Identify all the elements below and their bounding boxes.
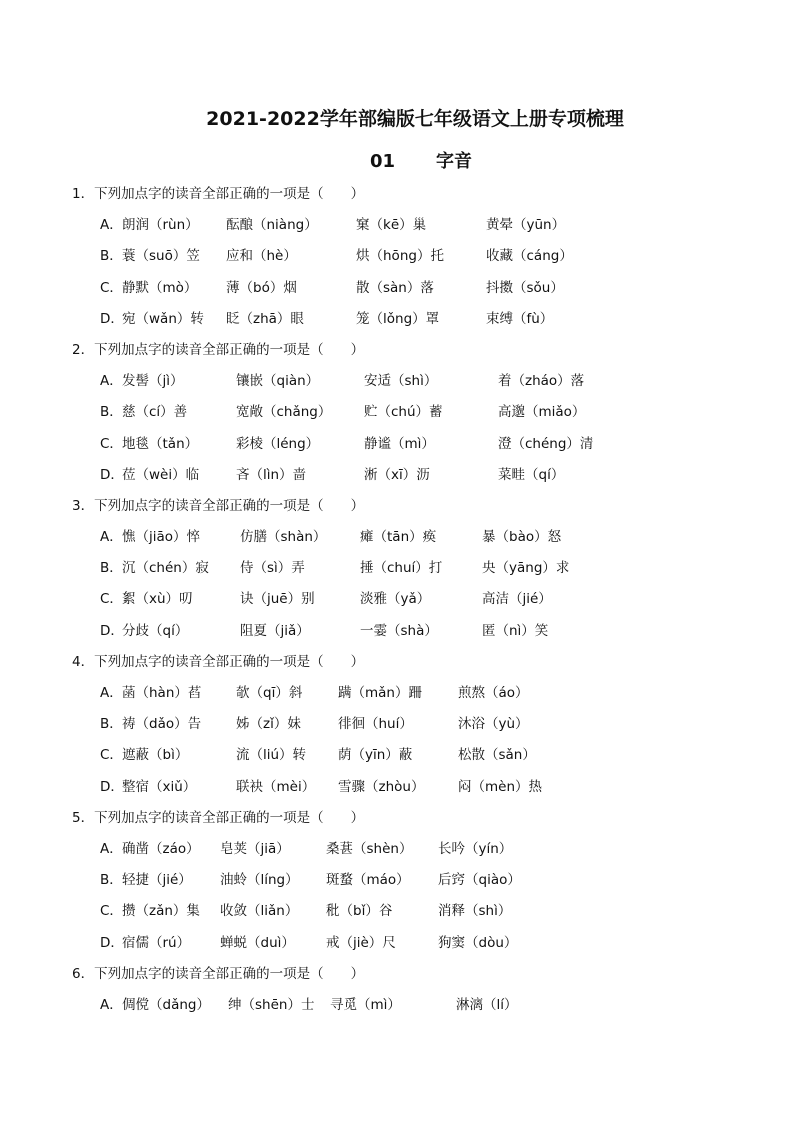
option-letter: D． — [100, 934, 124, 951]
option-item: 分歧（qí） — [122, 622, 189, 639]
question-stem-row — [0, 182, 794, 213]
option-item: 眨（zhā）眼 — [226, 310, 304, 327]
option-item: 宿儒（rú） — [122, 934, 191, 951]
option-item: 憔（jiāo）悴 — [122, 529, 201, 546]
option-item: 宛（wǎn）转 — [122, 310, 204, 327]
option-row — [0, 400, 794, 431]
section-number: 01 — [370, 151, 396, 172]
option-item: 朗润（rùn） — [122, 217, 199, 234]
question-stem-row — [0, 650, 794, 681]
question-4 — [0, 650, 794, 806]
question-5 — [0, 806, 794, 962]
option-item: 安适（shì） — [364, 373, 438, 390]
question-stem: 5．下列加点字的读音全部正确的一项是（ ） — [72, 809, 365, 826]
option-item: 攒（zǎn）集 — [122, 903, 200, 920]
question-stem-row — [0, 806, 794, 837]
option-item: 应和（hè） — [226, 248, 297, 265]
option-item: 高邈（miǎo） — [498, 404, 586, 421]
question-stem-row — [0, 962, 794, 993]
option-item: 散（sàn）落 — [356, 279, 434, 296]
option-item: 蝉蜕（duì） — [220, 934, 295, 951]
option-item: 莅（wèi）临 — [122, 466, 200, 483]
option-item: 遮蔽（bì） — [122, 747, 189, 764]
option-item: 整宿（xiǔ） — [122, 778, 197, 795]
option-letter: C． — [100, 747, 123, 764]
option-letter: B． — [100, 404, 123, 421]
option-item: 秕（bǐ）谷 — [326, 903, 393, 920]
option-item: 彩棱（léng） — [236, 435, 320, 452]
option-item: 后窍（qiào） — [438, 872, 521, 889]
option-letter: B． — [100, 872, 123, 889]
option-letter: B． — [100, 248, 123, 265]
question-stem-row — [0, 338, 794, 369]
option-item: 淡雅（yǎ） — [360, 591, 431, 608]
option-row — [0, 213, 794, 244]
option-item: 闷（mèn）热 — [458, 778, 543, 795]
option-letter: D． — [100, 310, 124, 327]
option-item: 瘫（tān）痪 — [360, 529, 437, 546]
option-item: 蹒（mǎn）跚 — [338, 685, 422, 701]
option-item: 侍（sì）弄 — [240, 560, 305, 577]
option-letter: A． — [100, 373, 123, 390]
option-row — [0, 432, 794, 463]
option-item: 菜畦（qí） — [498, 466, 565, 483]
option-letter: C． — [100, 435, 123, 452]
option-item: 宽敞（chǎng） — [236, 404, 332, 421]
question-stem: 4．下列加点字的读音全部正确的一项是（ ） — [72, 653, 365, 670]
option-letter: C． — [100, 279, 123, 296]
option-item: 菡（hàn）萏 — [122, 685, 202, 701]
option-row — [0, 307, 794, 338]
question-list — [0, 182, 794, 1024]
option-item: 流（liú）转 — [236, 747, 307, 764]
option-row — [0, 931, 794, 962]
page-title: 2021-2022学年部编版七年级语文上册专项梳理 — [206, 108, 624, 130]
option-item: 淅（xī）沥 — [364, 466, 430, 483]
option-item: 绅（shēn）士 — [228, 996, 315, 1013]
option-item: 薄（bó）烟 — [226, 279, 297, 296]
option-item: 长吟（yín） — [438, 840, 513, 857]
option-row — [0, 556, 794, 587]
option-row — [0, 712, 794, 743]
option-letter: A． — [100, 685, 123, 701]
option-item: 静谧（mì） — [364, 435, 435, 452]
option-item: 蓑（suō）笠 — [122, 248, 200, 265]
option-row — [0, 775, 794, 806]
option-letter: A． — [100, 996, 123, 1013]
option-item: 吝（lìn）啬 — [236, 466, 307, 483]
option-item: 联袂（mèi） — [236, 778, 316, 795]
option-letter: D． — [100, 466, 124, 483]
option-letter: A． — [100, 840, 123, 857]
option-item: 发髻（jì） — [122, 373, 184, 390]
question-3 — [0, 494, 794, 650]
question-stem: 1．下列加点字的读音全部正确的一项是（ ） — [72, 186, 365, 202]
option-item: 淋漓（lí） — [456, 996, 518, 1013]
option-row — [0, 868, 794, 899]
option-row — [0, 837, 794, 868]
option-item: 斑蝥（máo） — [326, 872, 410, 889]
option-item: 寻觅（mì） — [330, 996, 401, 1013]
option-letter: D． — [100, 622, 124, 639]
option-item: 捶（chuí）打 — [360, 560, 443, 577]
section-heading — [370, 147, 472, 173]
option-item: 沉（chén）寂 — [122, 560, 209, 577]
option-item: 静默（mò） — [122, 279, 198, 296]
option-item: 收藏（cáng） — [486, 248, 573, 265]
option-item: 絮（xù）叨 — [122, 591, 193, 608]
option-item: 倜傥（dǎng） — [122, 996, 210, 1013]
question-stem-row — [0, 494, 794, 525]
option-item: 匿（nì）笑 — [482, 622, 549, 639]
option-item: 镶嵌（qiàn） — [236, 373, 320, 390]
option-letter: C． — [100, 591, 123, 608]
option-row — [0, 899, 794, 930]
option-item: 束缚（fù） — [486, 310, 554, 327]
option-item: 地毯（tǎn） — [122, 435, 199, 452]
question-2 — [0, 338, 794, 494]
option-letter: A． — [100, 529, 123, 546]
option-item: 皂荚（jiā） — [220, 840, 290, 857]
question-stem: 3．下列加点字的读音全部正确的一项是（ ） — [72, 497, 365, 514]
option-item: 姊（zǐ）妹 — [236, 716, 301, 733]
option-row — [0, 525, 794, 556]
option-item: 松散（sǎn） — [458, 747, 536, 764]
option-item: 慈（cí）善 — [122, 404, 188, 421]
option-letter: A． — [100, 217, 123, 234]
option-item: 轻捷（jié） — [122, 872, 192, 889]
option-item: 收敛（liǎn） — [220, 903, 299, 920]
option-item: 徘徊（huí） — [338, 716, 413, 733]
option-item: 笼（lǒng）罩 — [356, 310, 440, 327]
option-letter: D． — [100, 778, 124, 795]
question-1 — [0, 182, 794, 338]
option-item: 诀（juē）别 — [240, 591, 315, 608]
option-item: 黄晕（yūn） — [486, 217, 566, 234]
section-topic: 字音 — [436, 151, 472, 172]
option-item: 欹（qī）斜 — [236, 685, 303, 701]
option-item: 酝酿（niàng） — [226, 217, 318, 234]
option-item: 荫（yīn）蔽 — [338, 747, 413, 764]
option-letter: C． — [100, 903, 123, 920]
option-item: 抖擞（sǒu） — [486, 279, 564, 296]
option-row — [0, 244, 794, 275]
option-row — [0, 993, 794, 1024]
option-item: 煎熬（áo） — [458, 685, 529, 701]
option-item: 高洁（jié） — [482, 591, 552, 608]
option-item: 桑葚（shèn） — [326, 840, 413, 857]
option-item: 确凿（záo） — [122, 840, 200, 857]
option-item: 消释（shì） — [438, 903, 512, 920]
option-letter: B． — [100, 716, 123, 733]
option-item: 阻夏（jiǎ） — [240, 622, 310, 639]
option-item: 暴（bào）怒 — [482, 529, 562, 546]
option-item: 仿膳（shàn） — [240, 529, 327, 546]
option-item: 狗窦（dòu） — [438, 934, 518, 951]
option-item: 澄（chéng）清 — [498, 435, 594, 452]
option-row — [0, 619, 794, 650]
question-stem: 6．下列加点字的读音全部正确的一项是（ ） — [72, 965, 365, 982]
option-item: 沐浴（yù） — [458, 716, 529, 733]
option-row — [0, 276, 794, 307]
option-item: 祷（dǎo）告 — [122, 716, 202, 733]
option-item: 央（yāng）求 — [482, 560, 570, 577]
question-stem: 2．下列加点字的读音全部正确的一项是（ ） — [72, 341, 365, 358]
option-item: 烘（hōng）托 — [356, 248, 444, 265]
option-item: 贮（chú）蓄 — [364, 404, 443, 421]
option-row — [0, 681, 794, 712]
option-item: 着（zháo）落 — [498, 373, 585, 390]
option-item: 雪骤（zhòu） — [338, 778, 425, 795]
option-letter: B． — [100, 560, 123, 577]
option-row — [0, 587, 794, 618]
option-item: 油蛉（líng） — [220, 872, 299, 889]
option-item: 戒（jiè）尺 — [326, 934, 396, 951]
option-row — [0, 463, 794, 494]
option-item: 窠（kē）巢 — [356, 217, 427, 234]
option-row — [0, 743, 794, 774]
question-6 — [0, 962, 794, 1024]
option-row — [0, 369, 794, 400]
option-item: 一霎（shà） — [360, 622, 438, 639]
